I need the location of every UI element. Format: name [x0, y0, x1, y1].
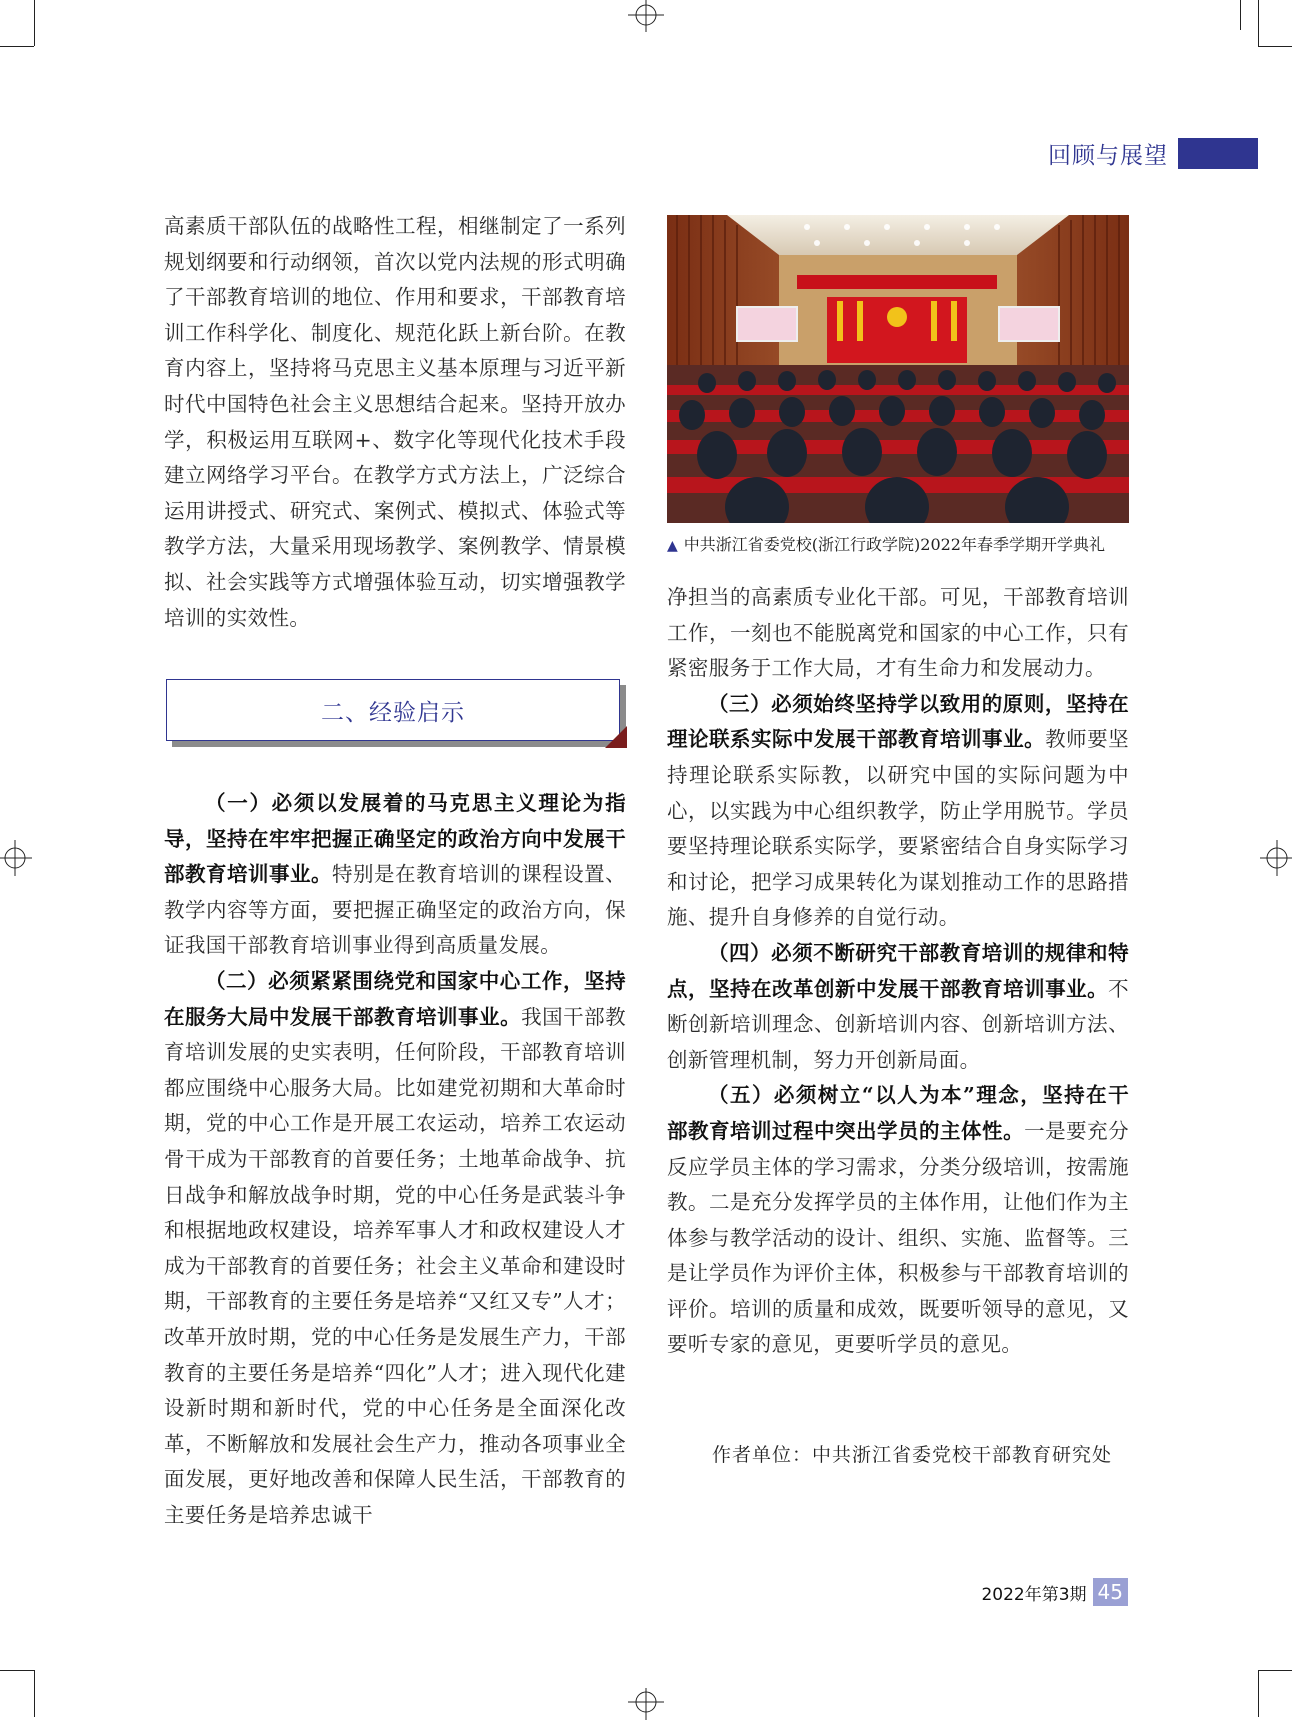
registration-mark-bottom: [628, 1684, 664, 1720]
section-tag-bar: [1178, 138, 1258, 169]
heading-corner-ornament: [605, 726, 627, 748]
left-column-bottom: [164, 786, 626, 1533]
auditorium-photo: [667, 215, 1129, 523]
section-heading-box: [166, 679, 620, 741]
lesson-2-paragraph: [164, 964, 626, 1534]
stage-banner: [797, 275, 997, 289]
crop-mark-br-h: [1258, 1670, 1292, 1671]
section-tag: [1048, 138, 1258, 169]
paragraph-continuation-right: 净担当的高素质专业化干部。可见，干部教育培训工作，一刻也不能脱离党和国家的中心工作，只有紧密服务于工作大局，才有生命力和发展动力。: [667, 585, 1129, 681]
crop-mark-tl-h: [0, 46, 34, 47]
crop-mark-tl-v: [34, 0, 35, 46]
lesson-2-heading: （二）必须紧紧围绕党和国家中心工作，坚持在服务大局中发展干部教育培训事业。: [164, 968, 626, 1029]
auditorium-illustration: [667, 215, 1129, 523]
lesson-3-text: 教师要坚持理论联系实际教，以研究中国的实际问题为中心，以实践为中心组织教学，防止学用脱节。学员要坚持理论联系实际学，要紧密结合自身实际学习和讨论，把学习成果转化为谋划推动工作的思路措施、提升自身修养的自觉行动。: [667, 727, 1129, 930]
paragraph-continuation: 高素质干部队伍的战略性工程，相继制定了一系列规划纲要和行动纲领，首次以党内法规的形式明确了干部教育培训的地位、作用和要求，干部教育培训工作科学化、制度化、规范化跃上新台阶。在教育内容上，坚持将马克思主义基本原理与习近平新时代中国特色社会主义思想结合起来。坚持开放办学，积极运用互联网+、数字化等现代化技术手段建立网络学习平台。在教学方式方法上，广泛综合运用讲授式、研究式、案例式、模拟式、体验式等教学方法，大量采用现场教学、案例教学、情景模拟、社会实践等方式增强体验互动，切实增强教学培训的实效性。: [164, 214, 626, 630]
crop-mark-tr-v2: [1240, 0, 1241, 30]
lesson-4-text: 不断创新培训理念、创新培训内容、创新培训方法、创新管理机制，努力开创新局面。: [667, 976, 1129, 1072]
lesson-3-paragraph: [667, 687, 1129, 936]
lesson-1-paragraph: [164, 786, 626, 964]
right-column: [667, 580, 1129, 1363]
lesson-5-heading: （五）必须树立“以人为本”理念，坚持在干部教育培训过程中突出学员的主体性。: [667, 1083, 1129, 1143]
lesson-3-heading: （三）必须始终坚持学以致用的原则，坚持在理论联系实际中发展干部教育培训事业。: [667, 691, 1129, 752]
lesson-4-paragraph: [667, 936, 1129, 1078]
lesson-2-text: 我国干部教育培训发展的史实表明，任何阶段，干部教育培训都应围绕中心服务大局。比如建党初期和大革命时期，党的中心工作是开展工农运动，培养工农运动骨干成为干部教育的首要任务；土地革命战争、抗日战争和解放战争时期，党的中心任务是武装斗争和根据地政权建设，培养军事人才和政权建设人才成为干部教育的首要任务；社会主义革命和建设时期，干部教育的主要任务是培养“又红又专”人才；改革开放时期，党的中心任务是发展生产力，干部教育的主要任务是培养“四化”人才；进入现代化建设新时期和新时代，党的中心任务是全面深化改革，不断解放和发展社会生产力，推动各项事业全面发展，更好地改善和保障人民生活，干部教育的主要任务是培养忠诚干: [164, 1004, 626, 1527]
registration-mark-right: [1256, 840, 1292, 876]
crop-mark-bl-v: [34, 1670, 35, 1717]
registration-mark-left: [0, 840, 36, 876]
author-unit: 作者单位：中共浙江省委党校干部教育研究处: [712, 1444, 1113, 1466]
crop-mark-tr-v: [1258, 0, 1259, 46]
issue-label: 2022年第3期: [981, 1584, 1087, 1605]
left-column-top: [164, 209, 626, 636]
registration-mark-top: [628, 0, 664, 36]
photo-caption: [667, 532, 1137, 559]
caption-text: 中共浙江省委党校(浙江行政学院)2022年春季学期开学典礼: [683, 535, 1105, 554]
crop-mark-bl-h: [0, 1670, 34, 1671]
lesson-4-heading: （四）必须不断研究干部教育培训的规律和特点，坚持在改革创新中发展干部教育培训事业。: [667, 940, 1129, 1001]
section-heading: 二、经验启示: [321, 699, 465, 726]
lesson-5-text: 一是要充分反应学员主体的学习需求，分类分级培训，按需施教。二是充分发挥学员的主体作用，让他们作为主体参与教学活动的设计、组织、实施、监督等。三是让学员作为评价主体，积极参与干部教育培训的评价。培训的质量和成效，既要听领导的意见，又要听专家的意见，更要听学员的意见。: [667, 1118, 1129, 1357]
section-label: 回顾与展望: [1048, 143, 1168, 169]
page-number: 45: [1093, 1578, 1128, 1606]
lesson-1-text: 特别是在教育培训的课程设置、教学内容等方面，要把握正确坚定的政治方向，保证我国干部教育培训事业得到高质量发展。: [164, 862, 627, 958]
lesson-5-paragraph: [667, 1078, 1129, 1363]
lesson-1-heading: （一）必须以发展着的马克思主义理论为指导，坚持在牢牢把握正确坚定的政治方向中发展干部教育培训事业。: [164, 791, 626, 887]
caption-triangle-icon: ▲: [667, 538, 678, 554]
crop-mark-br-v: [1258, 1670, 1259, 1717]
crop-mark-tr-h: [1258, 46, 1292, 47]
page-footer: [981, 1578, 1128, 1606]
